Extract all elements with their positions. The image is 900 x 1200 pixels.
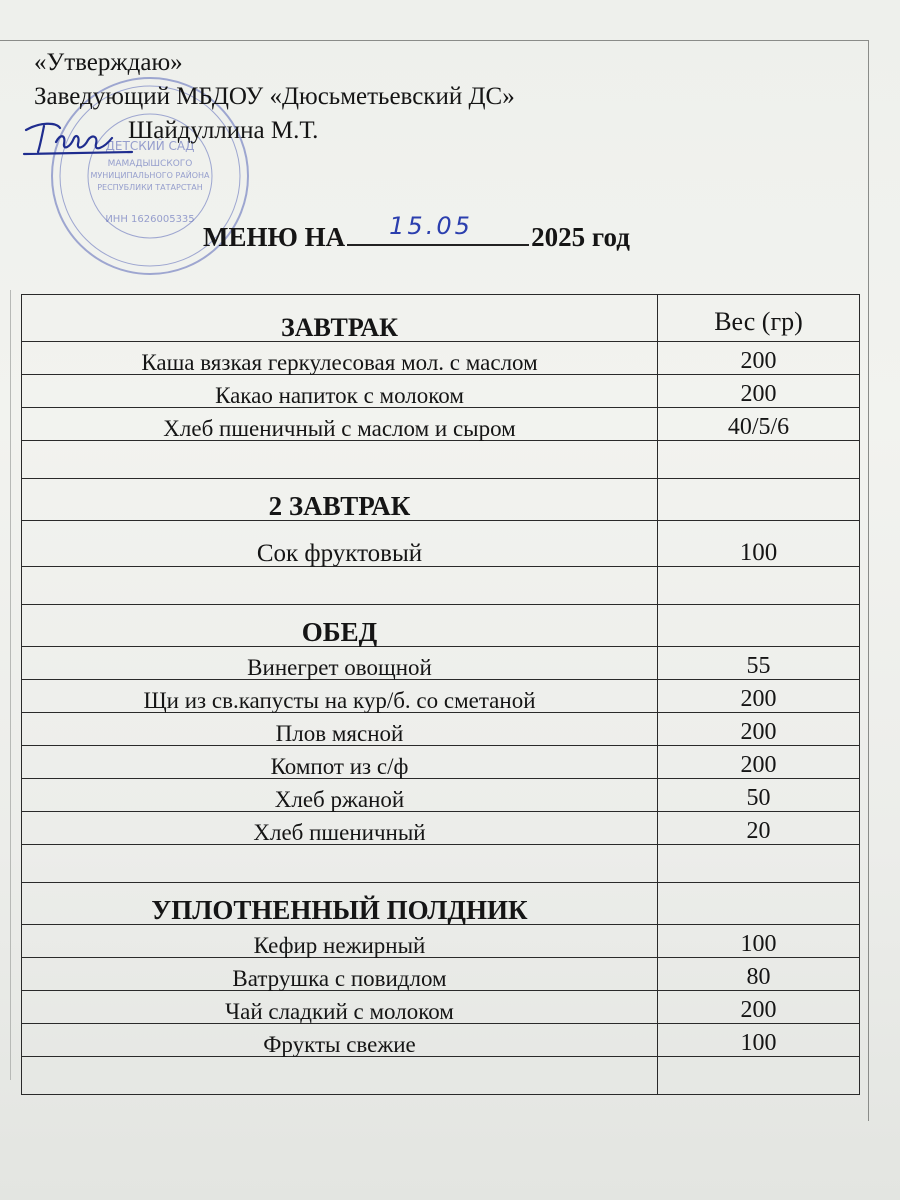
table-row — [22, 408, 860, 441]
header-weight: Вес (гр) — [658, 295, 860, 342]
table-row — [22, 845, 860, 883]
dish-weight: 200 — [658, 680, 860, 713]
dish-name: Фрукты свежие — [22, 1024, 658, 1057]
menu-date: 15.05 — [389, 212, 473, 240]
dish-weight: 200 — [658, 342, 860, 375]
section-row — [22, 479, 860, 521]
dish-weight — [658, 479, 860, 521]
approver-position: Заведующий МБДОУ «Дюсьметьевский ДС» — [34, 83, 515, 110]
table-row — [22, 521, 860, 567]
dish-name: Какао напиток с молоком — [22, 375, 658, 408]
dish-name: Винегрет овощной — [22, 647, 658, 680]
dish-weight: 100 — [658, 1024, 860, 1057]
header-meal: ЗАВТРАК — [22, 295, 658, 342]
date-blank — [347, 212, 529, 246]
table-row — [22, 647, 860, 680]
table-row — [22, 713, 860, 746]
table-row — [22, 812, 860, 845]
table-row — [22, 567, 860, 605]
dish-weight — [658, 605, 860, 647]
page-edge-line — [10, 290, 11, 1080]
dish-weight — [658, 441, 860, 479]
section-title: УПЛОТНЕННЫЙ ПОЛДНИК — [22, 883, 658, 925]
dish-weight: 55 — [658, 647, 860, 680]
dish-weight: 100 — [658, 925, 860, 958]
dish-weight: 200 — [658, 375, 860, 408]
menu-table — [21, 294, 860, 1095]
seal-line-3: МУНИЦИПАЛЬНОГО РАЙОНА — [90, 171, 210, 180]
table-row — [22, 746, 860, 779]
dish-name — [22, 1057, 658, 1095]
table-row — [22, 1057, 860, 1095]
table-row — [22, 680, 860, 713]
section-row — [22, 605, 860, 647]
dish-weight: 40/5/6 — [658, 408, 860, 441]
section-title: ОБЕД — [22, 605, 658, 647]
dish-name — [22, 441, 658, 479]
dish-name: Щи из св.капусты на кур/б. со сметаной — [22, 680, 658, 713]
dish-weight: 20 — [658, 812, 860, 845]
dish-weight: 50 — [658, 779, 860, 812]
dish-name — [22, 567, 658, 605]
approver-name: Шайдуллина М.Т. — [128, 117, 319, 144]
dish-weight: 80 — [658, 958, 860, 991]
dish-weight — [658, 567, 860, 605]
table-row — [22, 342, 860, 375]
table-row — [22, 991, 860, 1024]
dish-name — [22, 845, 658, 883]
dish-name: Хлеб пшеничный с маслом и сыром — [22, 408, 658, 441]
dish-name: Хлеб ржаной — [22, 779, 658, 812]
dish-weight: 100 — [658, 521, 860, 567]
section-row — [22, 883, 860, 925]
dish-name: Чай сладкий с молоком — [22, 991, 658, 1024]
dish-weight — [658, 845, 860, 883]
dish-name: Плов мясной — [22, 713, 658, 746]
table-row — [22, 958, 860, 991]
seal-line-4: РЕСПУБЛИКИ ТАТАРСТАН — [97, 183, 203, 192]
approval-heading: «Утверждаю» — [34, 49, 183, 76]
dish-weight — [658, 1057, 860, 1095]
title-prefix: МЕНЮ НА — [203, 222, 346, 252]
seal-line-1: ДЕТСКИЙ САД — [105, 139, 195, 153]
dish-name: Ватрушка с повидлом — [22, 958, 658, 991]
table-header-row — [22, 295, 860, 342]
dish-weight — [658, 883, 860, 925]
table-row — [22, 779, 860, 812]
dish-name: Сок фруктовый — [22, 521, 658, 567]
table-row — [22, 1024, 860, 1057]
menu-title — [203, 212, 630, 253]
title-suffix: 2025 год — [531, 222, 630, 252]
table-row — [22, 441, 860, 479]
seal-line-2: МАМАДЫШСКОГО — [107, 159, 193, 169]
seal-inn: ИНН 1626005335 — [105, 214, 195, 225]
section-title: 2 ЗАВТРАК — [22, 479, 658, 521]
signature — [20, 112, 140, 162]
dish-weight: 200 — [658, 713, 860, 746]
dish-name: Каша вязкая геркулесовая мол. с маслом — [22, 342, 658, 375]
table-row — [22, 925, 860, 958]
dish-name: Компот из с/ф — [22, 746, 658, 779]
dish-name: Кефир нежирный — [22, 925, 658, 958]
dish-weight: 200 — [658, 991, 860, 1024]
dish-name: Хлеб пшеничный — [22, 812, 658, 845]
dish-weight: 200 — [658, 746, 860, 779]
table-row — [22, 375, 860, 408]
